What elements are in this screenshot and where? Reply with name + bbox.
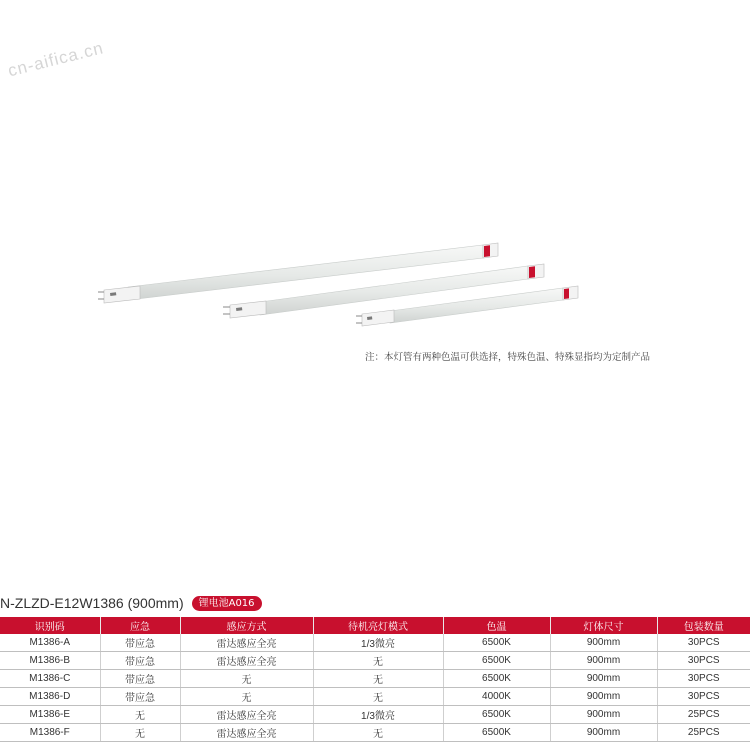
- table-cell: M1386-D: [0, 688, 100, 706]
- table-cell: 无: [313, 688, 443, 706]
- header-cell-sensing: 感应方式: [180, 617, 313, 634]
- table-cell: 带应急: [100, 634, 180, 652]
- table-cell: 25PCS: [657, 724, 750, 742]
- led-tube-long: [98, 243, 498, 303]
- table-cell: 无: [180, 670, 313, 688]
- table-cell: 900mm: [550, 706, 657, 724]
- table-cell: 900mm: [550, 688, 657, 706]
- header-cell-emergency: 应急: [100, 617, 180, 634]
- table-cell: 30PCS: [657, 670, 750, 688]
- table-cell: 无: [100, 706, 180, 724]
- spec-table: [0, 617, 750, 742]
- table-cell: M1386-E: [0, 706, 100, 724]
- model-line: [0, 594, 262, 612]
- table-cell: M1386-C: [0, 670, 100, 688]
- table-header-row: [0, 617, 750, 634]
- table-cell: M1386-B: [0, 652, 100, 670]
- table-cell: 1/3微亮: [313, 634, 443, 652]
- table-cell: M1386-A: [0, 634, 100, 652]
- battery-badge: 锂电池A016: [192, 596, 262, 611]
- table-cell: 带应急: [100, 652, 180, 670]
- table-cell: 25PCS: [657, 706, 750, 724]
- table-cell: 900mm: [550, 670, 657, 688]
- table-cell: 6500K: [443, 724, 550, 742]
- table-row: [0, 634, 750, 652]
- watermark: cn-aifica.cn: [6, 38, 106, 81]
- table-cell: 无: [313, 652, 443, 670]
- table-cell: M1386-F: [0, 724, 100, 742]
- table-cell: 无: [313, 724, 443, 742]
- table-cell: 6500K: [443, 670, 550, 688]
- table-cell: 900mm: [550, 724, 657, 742]
- table-cell: 900mm: [550, 634, 657, 652]
- table-cell: 带应急: [100, 688, 180, 706]
- table-cell: 1/3微亮: [313, 706, 443, 724]
- table-cell: 无: [100, 724, 180, 742]
- table-row: [0, 706, 750, 724]
- table-cell: 30PCS: [657, 634, 750, 652]
- header-cell-size: 灯体尺寸: [550, 617, 657, 634]
- table-row: [0, 652, 750, 670]
- table-row: [0, 724, 750, 742]
- header-cell-packing: 包装数量: [657, 617, 750, 634]
- table-row: [0, 688, 750, 706]
- table-cell: 无: [180, 688, 313, 706]
- header-cell-standby: 待机亮灯模式: [313, 617, 443, 634]
- table-cell: 雷达感应全亮: [180, 724, 313, 742]
- model-title: N-ZLZD-E12W1386 (900mm): [0, 595, 184, 611]
- table-cell: 6500K: [443, 634, 550, 652]
- header-cell-id: 识别码: [0, 617, 100, 634]
- table-cell: 雷达感应全亮: [180, 706, 313, 724]
- header-cell-cct: 色温: [443, 617, 550, 634]
- table-cell: 30PCS: [657, 688, 750, 706]
- table-cell: 无: [313, 670, 443, 688]
- table-cell: 30PCS: [657, 652, 750, 670]
- table-cell: 900mm: [550, 652, 657, 670]
- table-cell: 雷达感应全亮: [180, 652, 313, 670]
- table-cell: 6500K: [443, 706, 550, 724]
- table-row: [0, 670, 750, 688]
- table-cell: 6500K: [443, 652, 550, 670]
- table-cell: 4000K: [443, 688, 550, 706]
- customization-note: 注：本灯管有两种色温可供选择，特殊色温、特殊显指均为定制产品: [365, 352, 651, 363]
- table-cell: 雷达感应全亮: [180, 634, 313, 652]
- table-cell: 带应急: [100, 670, 180, 688]
